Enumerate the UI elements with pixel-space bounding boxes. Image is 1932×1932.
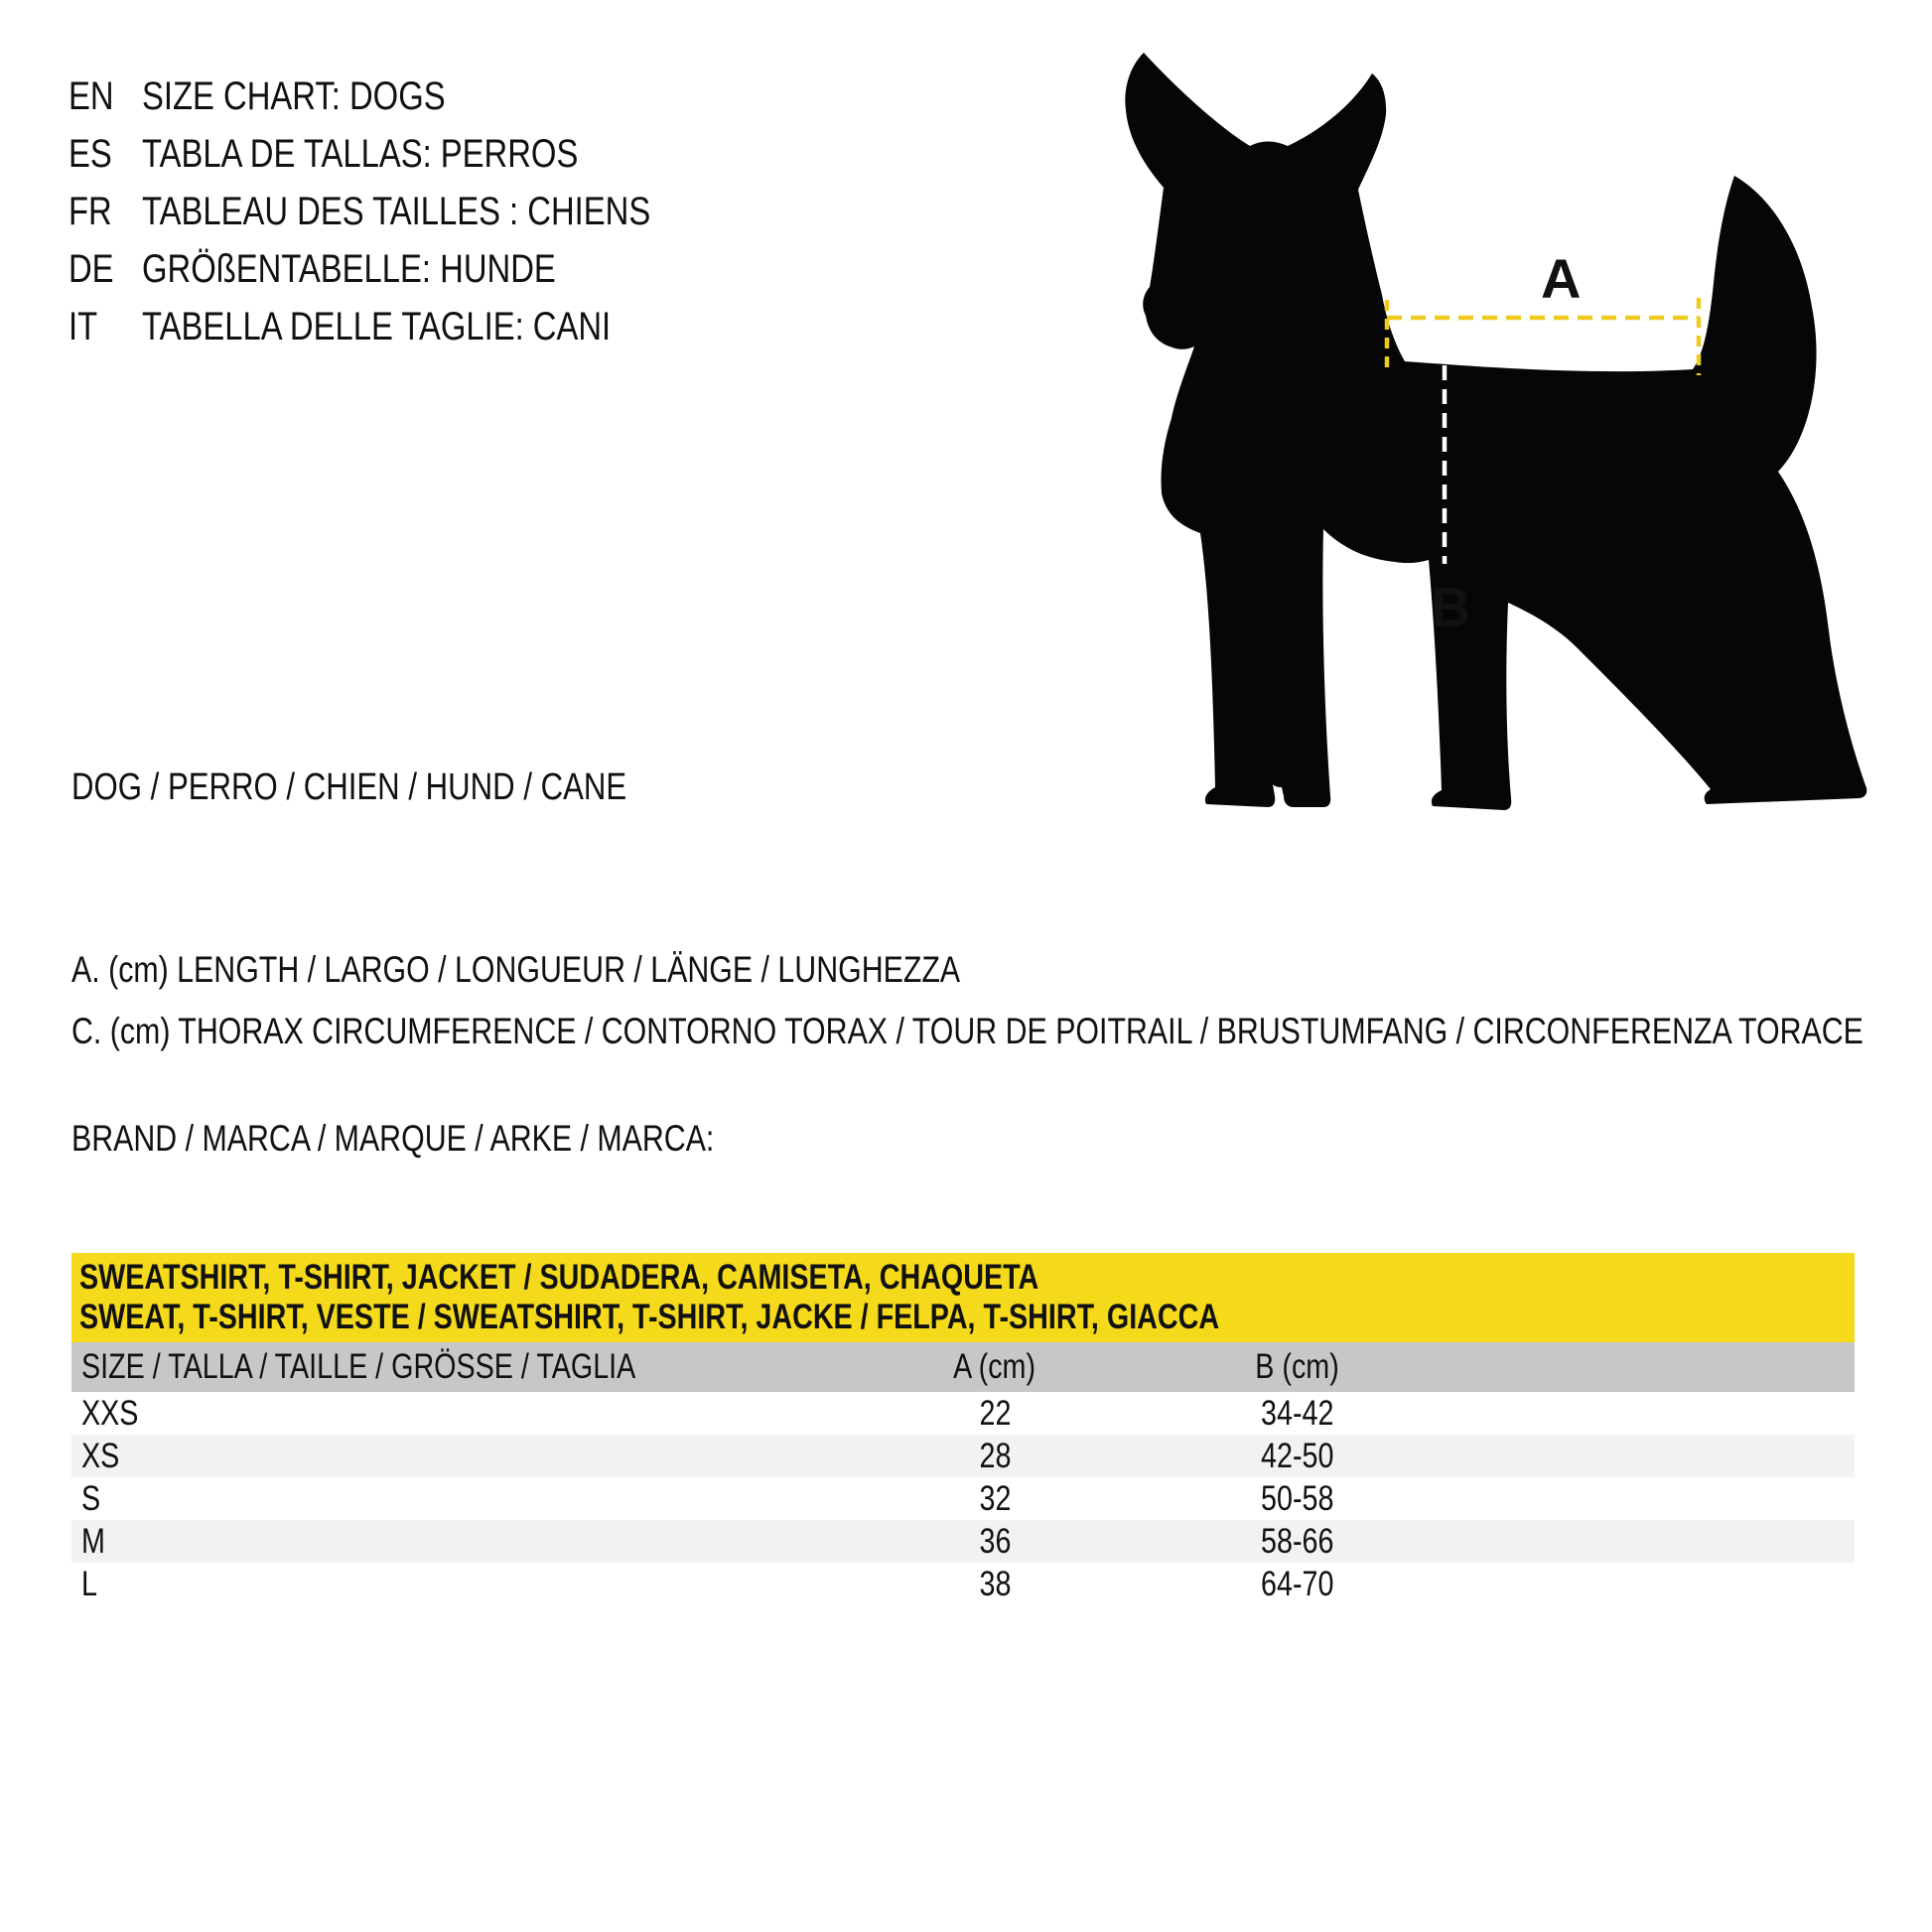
a-value-cell: 38	[979, 1564, 1011, 1603]
language-code: IT	[69, 304, 98, 348]
language-title: SIZE CHART: DOGS	[142, 73, 446, 118]
legend-line-c	[71, 1001, 1932, 1062]
table-header-row	[71, 1342, 1855, 1392]
column-header-b-cm: B (cm)	[1255, 1347, 1340, 1386]
size-cell: XXS	[81, 1393, 139, 1433]
table-row-l	[71, 1563, 1855, 1605]
a-value-cell: 22	[979, 1393, 1011, 1433]
animal-caption-text: DOG / PERRO / CHIEN / HUND / CANE	[71, 766, 627, 808]
language-row-fr	[69, 183, 762, 240]
language-title: GRÖßENTABELLE: HUNDE	[142, 246, 556, 291]
language-row-it	[69, 298, 762, 355]
language-title: TABLA DE TALLAS: PERROS	[142, 131, 579, 176]
language-code: ES	[69, 131, 112, 176]
size-cell: M	[81, 1521, 105, 1561]
size-table	[71, 1253, 1855, 1605]
b-value-cell: 58-66	[1261, 1521, 1334, 1561]
legend-line-a	[71, 939, 1932, 1001]
b-value-cell: 50-58	[1261, 1478, 1334, 1518]
language-title: TABELLA DELLE TAGLIE: CANI	[142, 304, 612, 348]
brand-line-text: BRAND / MARCA / MARQUE / ARKE / MARCA:	[71, 1118, 715, 1159]
measurement-legend	[71, 939, 1932, 1062]
column-header-size: SIZE / TALLA / TAILLE / GRÖSSE / TAGLIA	[81, 1347, 636, 1386]
brand-line	[71, 1114, 855, 1164]
measure-b-label: B	[1431, 576, 1471, 638]
animal-caption	[71, 766, 749, 809]
a-value-cell: 32	[979, 1478, 1011, 1518]
language-title: TABLEAU DES TAILLES : CHIENS	[142, 189, 651, 233]
measure-a-label: A	[1541, 247, 1582, 310]
b-value-cell: 34-42	[1261, 1393, 1334, 1433]
b-value-cell: 42-50	[1261, 1436, 1334, 1475]
dog-silhouette-diagram	[1117, 45, 1891, 829]
language-row-de	[69, 240, 762, 298]
column-header-a-cm: A (cm)	[953, 1347, 1036, 1386]
language-code: DE	[69, 246, 114, 291]
language-code: EN	[69, 73, 114, 118]
legend-line-a-text: A. (cm) LENGTH / LARGO / LONGUEUR / LÄNGE / LUNGHEZZA	[71, 949, 961, 990]
table-row-s	[71, 1477, 1855, 1520]
size-cell: L	[81, 1564, 97, 1603]
table-row-m	[71, 1520, 1855, 1563]
legend-line-c-text: C. (cm) THORAX CIRCUMFERENCE / CONTORNO TORAX / TOUR DE POITRAIL / BRUSTUMFANG / CIRCONFERENZA TORACE	[71, 1011, 1863, 1051]
size-cell: XS	[81, 1436, 120, 1475]
a-value-cell: 36	[979, 1521, 1011, 1561]
table-row-xs	[71, 1435, 1855, 1477]
table-row-xxs	[71, 1392, 1855, 1435]
garment-type-line-2: SWEAT, T-SHIRT, VESTE / SWEATSHIRT, T-SHIRT, JACKE / FELPA, T-SHIRT, GIACCA	[79, 1298, 1220, 1336]
a-value-cell: 28	[979, 1436, 1011, 1475]
b-value-cell: 64-70	[1261, 1564, 1334, 1603]
garment-type-header-band	[71, 1253, 1855, 1342]
language-title-list	[69, 68, 762, 355]
language-row-en	[69, 68, 762, 125]
size-cell: S	[81, 1478, 101, 1518]
language-code: FR	[69, 189, 112, 233]
dog-silhouette	[1125, 53, 1866, 810]
garment-type-line-1: SWEATSHIRT, T-SHIRT, JACKET / SUDADERA, CAMISETA, CHAQUETA	[79, 1258, 1039, 1297]
language-row-es	[69, 125, 762, 183]
